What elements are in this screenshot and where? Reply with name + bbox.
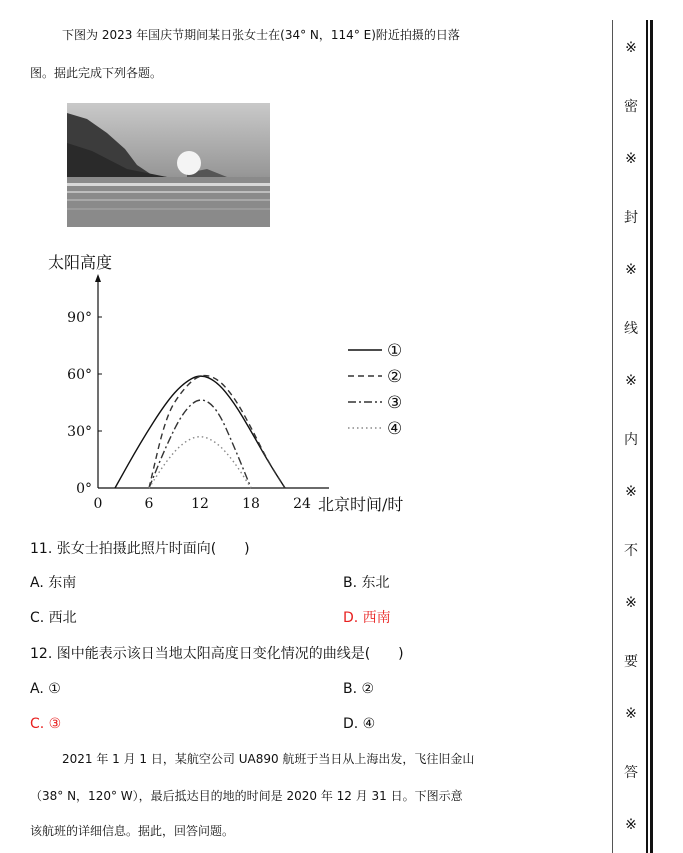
margin-char: ※ <box>625 484 637 500</box>
margin-char: ※ <box>625 151 637 167</box>
q12-option-a: A. ① <box>30 681 61 697</box>
y-tick-label: 90° <box>67 310 92 326</box>
margin-char: 封 <box>624 209 638 226</box>
x-tick-label: 6 <box>144 496 154 512</box>
margin-char: 要 <box>624 653 638 670</box>
margin-char: 内 <box>624 431 638 448</box>
intro-line-2: 图。据此完成下列各题。 <box>30 66 163 80</box>
margin-char: ※ <box>625 595 637 611</box>
q11-option-c: C. 西北 <box>30 610 77 626</box>
margin-char: 答 <box>624 764 638 781</box>
q11-option-b: B. 东北 <box>343 575 390 591</box>
margin-char: 密 <box>624 98 638 115</box>
legend-label: ② <box>387 367 403 387</box>
legend-label: ③ <box>387 393 403 413</box>
sunset-photo-drawing <box>67 103 270 227</box>
margin-rule-1 <box>646 20 648 853</box>
x-tick-label: 24 <box>293 496 311 512</box>
solar-altitude-chart <box>30 252 450 527</box>
x-tick-label: 18 <box>242 496 260 512</box>
q12-option-c: C. ③ <box>30 716 62 732</box>
legend-label: ④ <box>387 419 403 439</box>
q11-option-a: A. 东南 <box>30 575 77 591</box>
series-curve-3 <box>149 400 251 488</box>
question-11-stem: 11. 张女士拍摄此照片时面向( ) <box>30 541 250 557</box>
x-tick-label: 12 <box>191 496 209 512</box>
margin-char: 不 <box>624 542 638 559</box>
x-axis-label: 北京时间/时 <box>318 495 404 514</box>
sunset-photo <box>67 103 270 227</box>
margin-rule-2 <box>650 20 653 853</box>
margin-char: ※ <box>625 817 637 833</box>
chart-svg <box>30 252 450 527</box>
margin-char: ※ <box>625 40 637 56</box>
q11-option-d: D. 西南 <box>343 610 391 626</box>
q12-option-b: B. ② <box>343 681 375 697</box>
q12-option-d: D. ④ <box>343 716 376 732</box>
x-tick-label: 0 <box>93 496 103 512</box>
seal-margin <box>610 0 683 853</box>
question-12-stem: 12. 图中能表示该日当地太阳高度日变化情况的曲线是( ) <box>30 646 404 662</box>
y-tick-label: 30° <box>67 424 92 440</box>
y-axis-label: 太阳高度 <box>48 253 113 272</box>
margin-char: 线 <box>624 320 638 337</box>
series-curve-1 <box>115 376 285 488</box>
passage-line-2: （38° N，120° W），最后抵达目的地的时间是 2020 年 12 月 31 日。下图示意 <box>30 789 463 803</box>
margin-char: ※ <box>625 262 637 278</box>
passage-line-1: 2021 年 1 月 1 日，某航空公司 UA890 航班于当日从上海出发，飞往旧金山 <box>62 752 475 766</box>
margin-char: ※ <box>625 706 637 722</box>
y-axis-arrow <box>95 274 101 282</box>
series-curve-2 <box>149 376 285 488</box>
y-tick-label: 60° <box>67 367 92 383</box>
margin-char: ※ <box>625 373 637 389</box>
y-tick-label: 0° <box>76 481 92 497</box>
margin-rule-thin <box>612 20 613 853</box>
series-curve-4 <box>149 437 251 488</box>
legend-label: ① <box>387 341 403 361</box>
passage-line-3: 该航班的详细信息。据此，回答问题。 <box>30 824 235 838</box>
intro-line-1: 下图为 2023 年国庆节期间某日张女士在(34° N，114° E)附近拍摄的日落 <box>62 28 460 42</box>
